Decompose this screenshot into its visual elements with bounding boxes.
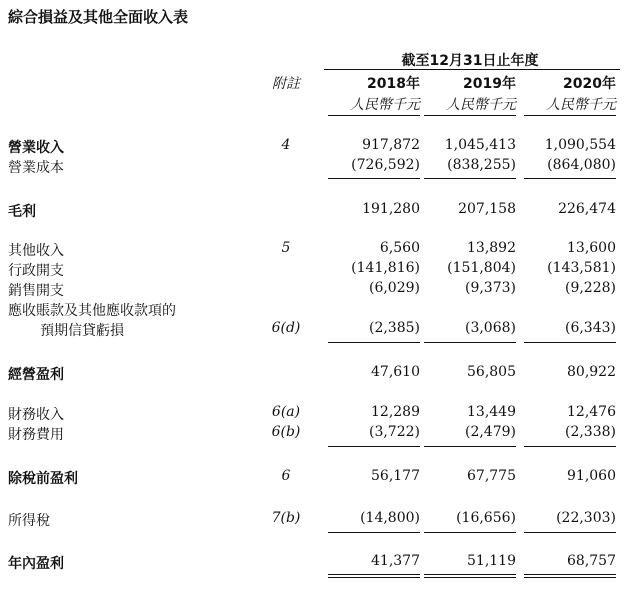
value-2020: (9,228) [564,280,616,296]
period-underline [324,69,620,70]
row-note: 6 [281,468,291,484]
value-2019: 13,892 [467,240,516,256]
subtotal-line [524,342,616,343]
row-label: 除稅前盈利 [8,471,78,487]
value-2018: 917,872 [362,137,420,153]
year-header-2019: 2019年 [463,76,516,92]
row-note: 6(a) [271,404,301,420]
table-row [0,157,627,177]
year-header-2018: 2018年 [367,76,420,92]
subtotal-line [524,446,616,447]
value-2020: 68,757 [567,553,616,569]
table-row [0,364,627,384]
row-label: 經營盈利 [8,367,64,383]
table-row [0,424,627,444]
value-2018: 41,377 [371,553,420,569]
value-2018: 12,289 [371,404,420,420]
value-2018: (726,592) [351,157,420,173]
value-2019: 207,158 [458,201,516,217]
value-2019: 56,805 [467,364,516,380]
row-note: 7(b) [271,510,301,526]
unit-label-2019: 人民幣千元 [446,97,516,113]
table-row [0,510,627,530]
value-2018: 56,177 [371,468,420,484]
row-label: 營業收入 [8,140,64,156]
value-2018: 191,280 [362,201,420,217]
row-label: 預期信貸虧損 [40,323,124,339]
value-2020: (143,581) [547,260,616,276]
value-2020: 91,060 [567,468,616,484]
value-2019: 67,775 [467,468,516,484]
unit-underline [424,115,516,116]
table-row [0,320,627,340]
subtotal-line [328,532,420,533]
value-2018: 47,610 [371,364,420,380]
total-double-line [524,574,616,578]
period-header: 截至12月31日止年度 [401,53,539,69]
unit-underline [524,115,616,116]
row-label: 所得稅 [8,513,50,529]
value-2020: 12,476 [567,404,616,420]
value-2020: (2,338) [564,424,616,440]
row-note: 4 [281,137,291,153]
value-2019: (2,479) [464,424,516,440]
value-2020: (22,303) [556,510,616,526]
value-2018: (2,385) [368,320,420,336]
year-header-2020: 2020年 [563,76,616,92]
subtotal-line [328,342,420,343]
table-row [0,201,627,221]
value-2019: 1,045,413 [444,137,516,153]
row-label: 毛利 [8,204,36,220]
table-row [0,468,627,488]
row-label: 應收賬款及其他應收款項的 [8,303,176,319]
value-2018: (14,800) [360,510,420,526]
unit-label-2018: 人民幣千元 [350,97,420,113]
value-2018: (141,816) [351,260,420,276]
subtotal-line [328,446,420,447]
subtotal-line [424,532,516,533]
subtotal-line [524,178,616,179]
value-2020: 226,474 [558,201,616,217]
table-row [0,240,627,260]
value-2019: (9,373) [464,280,516,296]
value-2019: (151,804) [447,260,516,276]
row-note: 5 [281,240,291,256]
value-2019: 51,119 [467,553,516,569]
row-label: 年內盈利 [8,556,64,572]
subtotal-line [328,178,420,179]
note-column-header: 附註 [272,76,300,92]
row-label: 其他收入 [8,243,64,259]
statement-title: 綜合損益及其他全面收入表 [8,8,189,26]
value-2020: 80,922 [567,364,616,380]
value-2020: (864,080) [547,157,616,173]
unit-underline [328,115,420,116]
table-row [0,404,627,424]
row-label: 行政開支 [8,263,64,279]
value-2019: (3,068) [464,320,516,336]
subtotal-line [424,178,516,179]
value-2018: (6,029) [368,280,420,296]
row-label: 營業成本 [8,160,64,176]
total-double-line [424,574,516,578]
table-row [0,300,627,320]
row-note: 6(d) [271,320,301,336]
value-2018: 6,560 [379,240,420,256]
value-2020: 13,600 [567,240,616,256]
subtotal-line [524,532,616,533]
row-label: 財務費用 [8,427,64,443]
value-2020: (6,343) [564,320,616,336]
table-row [0,280,627,300]
subtotal-line [424,342,516,343]
row-label: 銷售開支 [8,283,64,299]
row-label: 財務收入 [8,407,64,423]
subtotal-line [424,446,516,447]
table-row [0,137,627,157]
total-double-line [328,574,420,578]
value-2019: 13,449 [467,404,516,420]
value-2018: (3,722) [368,424,420,440]
value-2020: 1,090,554 [544,137,616,153]
table-row [0,260,627,280]
unit-label-2020: 人民幣千元 [546,97,616,113]
row-note: 6(b) [271,424,301,440]
value-2019: (16,656) [456,510,516,526]
value-2019: (838,255) [447,157,516,173]
table-row [0,553,627,573]
